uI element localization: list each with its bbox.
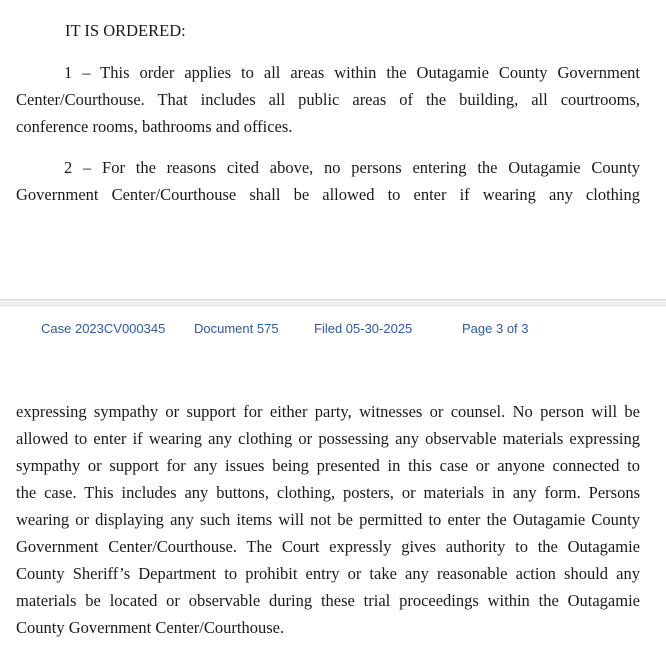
paragraph-2-cont-line: wearing or displaying any such items will not be permitted to enter the Outagamie County <box>16 510 640 529</box>
page-number: Page 3 of 3 <box>462 321 529 336</box>
page-2-bottom <box>0 0 666 298</box>
filing-header <box>0 306 666 350</box>
page-separator <box>0 299 666 306</box>
paragraph-1-line: Center/Courthouse. That includes all public areas of the building, all courtrooms, <box>16 90 640 109</box>
paragraph-2-cont-line: the case. This includes any buttons, clothing, posters, or materials in any form. Persons <box>16 483 640 502</box>
paragraph-1-line: 1 – This order applies to all areas within the Outagamie County Government <box>64 63 640 82</box>
paragraph-1 <box>16 59 640 140</box>
filed-date: Filed 05-30-2025 <box>314 321 413 336</box>
page-3-top <box>0 350 666 653</box>
paragraph-1-line: conference rooms, bathrooms and offices. <box>16 117 293 136</box>
order-heading: IT IS ORDERED: <box>65 21 186 40</box>
paragraph-2-cont-line: Government Center/Courthouse. The Court expressly gives authority to the Outagamie <box>16 537 640 556</box>
paragraph-2-cont-line: County Sheriff’s Department to prohibit entry or take any reasonable action should any <box>16 564 640 583</box>
paragraph-2-continued <box>16 398 640 641</box>
paragraph-2-cont-line: County Government Center/Courthouse. <box>16 618 285 637</box>
paragraph-2-cont-line: sympathy or support for any issues being presented in this case or anyone connected to <box>16 456 640 475</box>
paragraph-2-line: Government Center/Courthouse shall be allowed to enter if wearing any clothing <box>16 185 640 204</box>
paragraph-2-cont-line: expressing sympathy or support for either party, witnesses or counsel. No person will be <box>16 402 640 421</box>
paragraph-2-cont-line: allowed to enter if wearing any clothing or possessing any observable materials expressing <box>16 429 640 448</box>
paragraph-2-cont-line: materials be located or observable during these trial proceedings within the Outagamie <box>16 591 640 610</box>
case-number: Case 2023CV000345 <box>41 321 166 336</box>
paragraph-2-start <box>16 154 640 208</box>
paragraph-2-line: 2 – For the reasons cited above, no persons entering the Outagamie County <box>64 158 640 177</box>
document-number: Document 575 <box>194 321 279 336</box>
